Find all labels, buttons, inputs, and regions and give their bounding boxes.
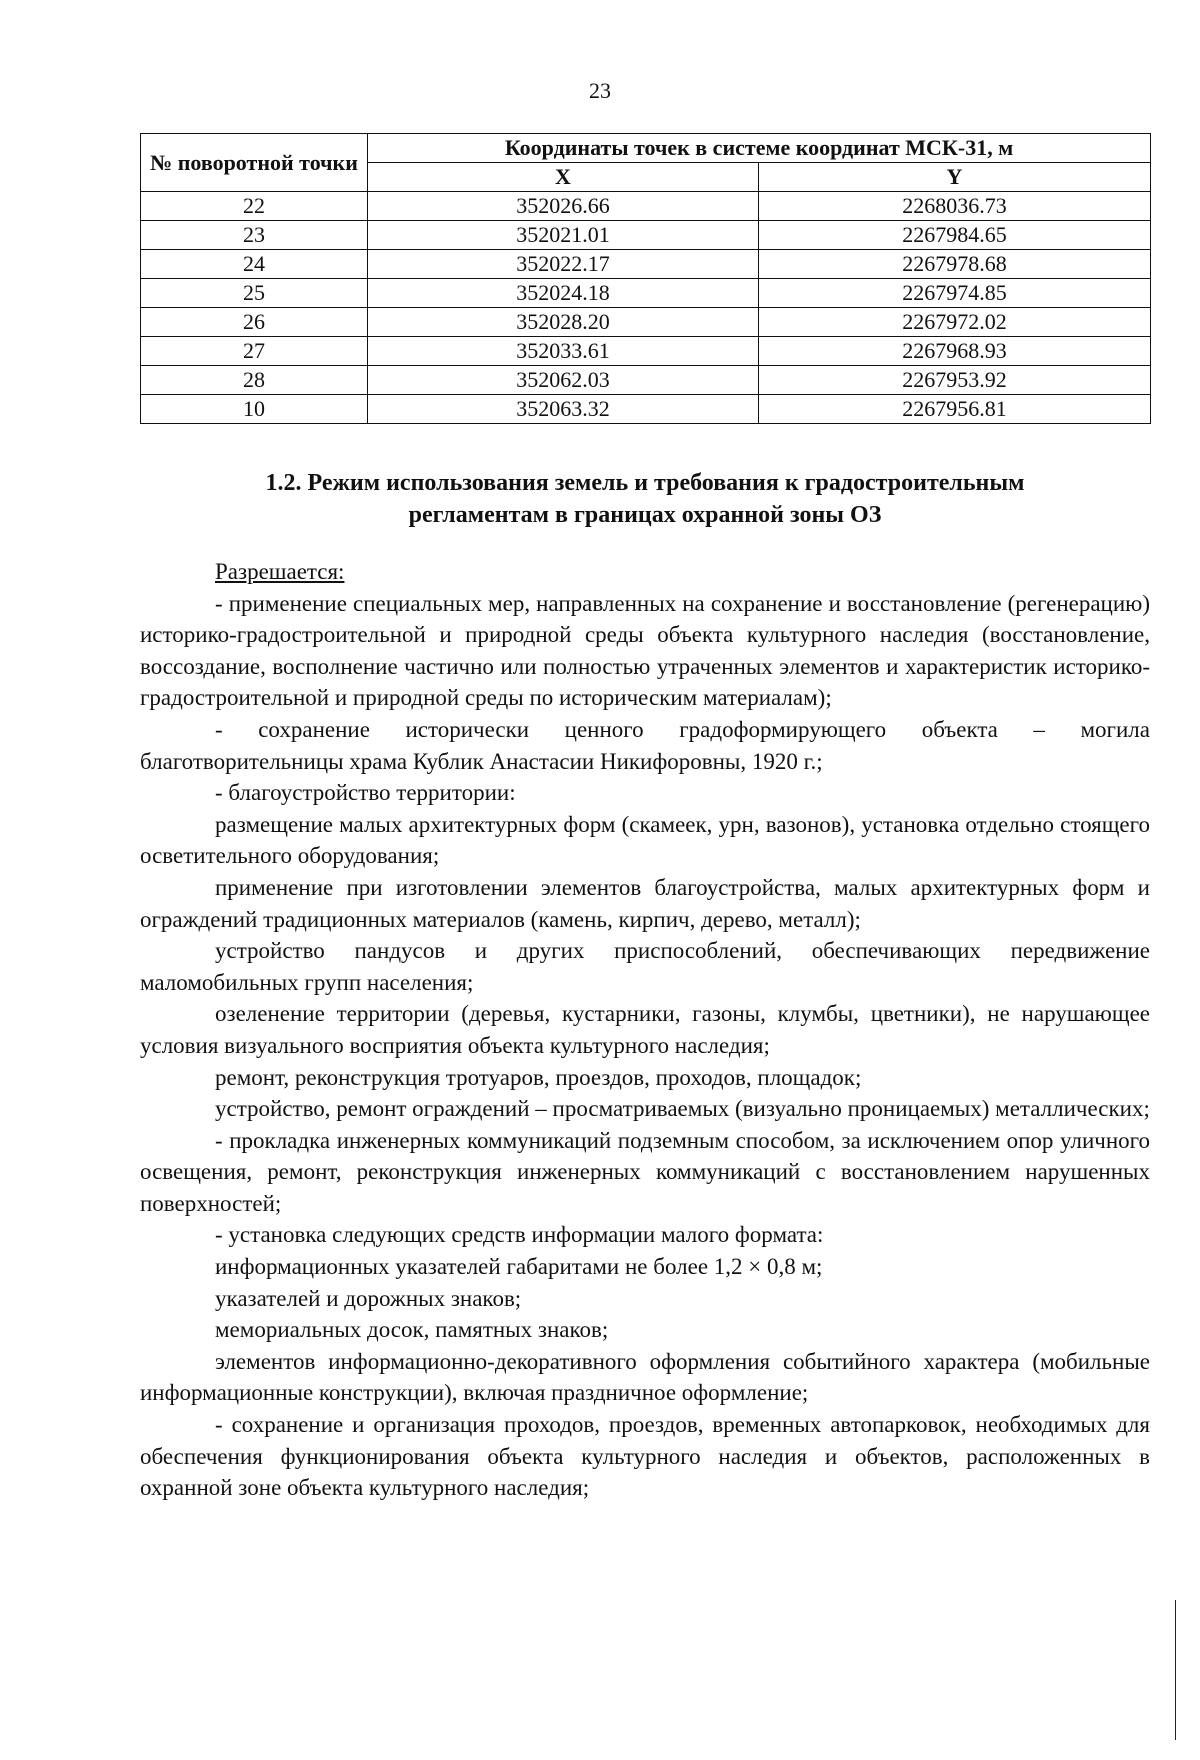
cell-y: 2267972.02 bbox=[759, 308, 1151, 337]
paragraph: - применение специальных мер, направленных на сохранение и восстановление (регенерацию) историко-градостроительной и природной среды объекта культурного наследия (восстановление, воссоздание, восполнение частично или полностью утраченных элементов и характеристик историко-градостроительной и природной среды по историческим материалам); bbox=[140, 590, 1150, 711]
cell-point: 28 bbox=[141, 366, 368, 395]
section-title-line-2: регламентам в границах охранной зоны ОЗ bbox=[408, 502, 882, 528]
paragraph: элементов информационно-декоративного оформления событийного характера (мобильные информационные конструкции), включая праздничное оформление; bbox=[140, 1348, 1150, 1406]
scan-edge-mark bbox=[1175, 1600, 1177, 1740]
cell-x: 352021.01 bbox=[368, 221, 759, 250]
table-row bbox=[141, 308, 1151, 337]
header-point: № поворотной точки bbox=[141, 134, 368, 192]
paragraph: - установка следующих средств информации малого формата: bbox=[215, 1222, 824, 1248]
cell-y: 2267984.65 bbox=[759, 221, 1151, 250]
cell-point: 25 bbox=[141, 279, 368, 308]
cell-point: 10 bbox=[141, 395, 368, 424]
cell-point: 26 bbox=[141, 308, 368, 337]
cell-y: 2267974.85 bbox=[759, 279, 1151, 308]
paragraph: информационных указателей габаритами не более 1,2 × 0,8 м; bbox=[215, 1254, 823, 1280]
table-row bbox=[141, 395, 1151, 424]
section-title-line-1: 1.2. Режим использования земель и требования к градостроительным bbox=[265, 470, 1025, 496]
cell-point: 24 bbox=[141, 250, 368, 279]
cell-y: 2267953.92 bbox=[759, 366, 1151, 395]
paragraph: - благоустройство территории: bbox=[215, 780, 516, 806]
table-row bbox=[141, 221, 1151, 250]
cell-point: 27 bbox=[141, 337, 368, 366]
header-coords: Координаты точек в системе координат МСК-31, м bbox=[368, 134, 1151, 163]
permitted-label: Разрешается: bbox=[215, 559, 345, 584]
paragraph: - прокладка инженерных коммуникаций подземным способом, за исключением опор уличного освещения, ремонт, реконструкция инженерных коммуникаций с восстановлением нарушенных поверхностей; bbox=[140, 1127, 1150, 1216]
cell-x: 352026.66 bbox=[368, 192, 759, 221]
cell-x: 352022.17 bbox=[368, 250, 759, 279]
table-row bbox=[141, 250, 1151, 279]
paragraph: указателей и дорожных знаков; bbox=[215, 1285, 522, 1311]
page-number: 23 bbox=[589, 78, 611, 103]
paragraph: - сохранение исторически ценного градоформирующего объекта – могила благотворительницы храма Кублик Анастасии Никифоровны, 1920 г.; bbox=[140, 716, 1150, 774]
table-row bbox=[141, 192, 1151, 221]
cell-x: 352062.03 bbox=[368, 366, 759, 395]
cell-x: 352063.32 bbox=[368, 395, 759, 424]
paragraph: - сохранение и организация проходов, проездов, временных автопарковок, необходимых для обеспечения функционирования объекта культурного наследия и объектов, расположенных в охранной зоне объекта культурного наследия; bbox=[140, 1412, 1150, 1501]
table-row bbox=[141, 366, 1151, 395]
coordinates-table bbox=[140, 133, 1151, 424]
table-row bbox=[141, 279, 1151, 308]
section-title bbox=[140, 467, 1150, 531]
cell-x: 352028.20 bbox=[368, 308, 759, 337]
paragraph: устройство, ремонт ограждений – просматриваемых (визуально проницаемых) металлических; bbox=[215, 1096, 1150, 1122]
paragraph: мемориальных досок, памятных знаков; bbox=[215, 1317, 609, 1343]
cell-y: 2267968.93 bbox=[759, 337, 1151, 366]
paragraph: озеленение территории (деревья, кустарники, газоны, клумбы, цветники), не нарушающее условия визуального восприятия объекта культурного наследия; bbox=[140, 1001, 1150, 1058]
cell-point: 22 bbox=[141, 192, 368, 221]
cell-y: 2268036.73 bbox=[759, 192, 1151, 221]
cell-y: 2267978.68 bbox=[759, 250, 1151, 279]
paragraph: размещение малых архитектурных форм (скамеек, урн, вазонов), установка отдельно стоящего осветительного оборудования; bbox=[140, 811, 1150, 869]
header-x: X bbox=[368, 163, 759, 192]
header-y: Y bbox=[759, 163, 1151, 192]
cell-y: 2267956.81 bbox=[759, 395, 1151, 424]
cell-x: 352024.18 bbox=[368, 279, 759, 308]
paragraph: ремонт, реконструкция тротуаров, проездов, проходов, площадок; bbox=[215, 1064, 862, 1090]
cell-point: 23 bbox=[141, 221, 368, 250]
paragraph: устройство пандусов и других приспособлений, обеспечивающих передвижение маломобильных групп населения; bbox=[140, 938, 1150, 995]
cell-x: 352033.61 bbox=[368, 337, 759, 366]
body-text bbox=[140, 556, 1150, 1504]
table-row bbox=[141, 337, 1151, 366]
paragraph: применение при изготовлении элементов благоустройства, малых архитектурных форм и ограждений традиционных материалов (камень, кирпич, дерево, металл); bbox=[140, 874, 1150, 932]
